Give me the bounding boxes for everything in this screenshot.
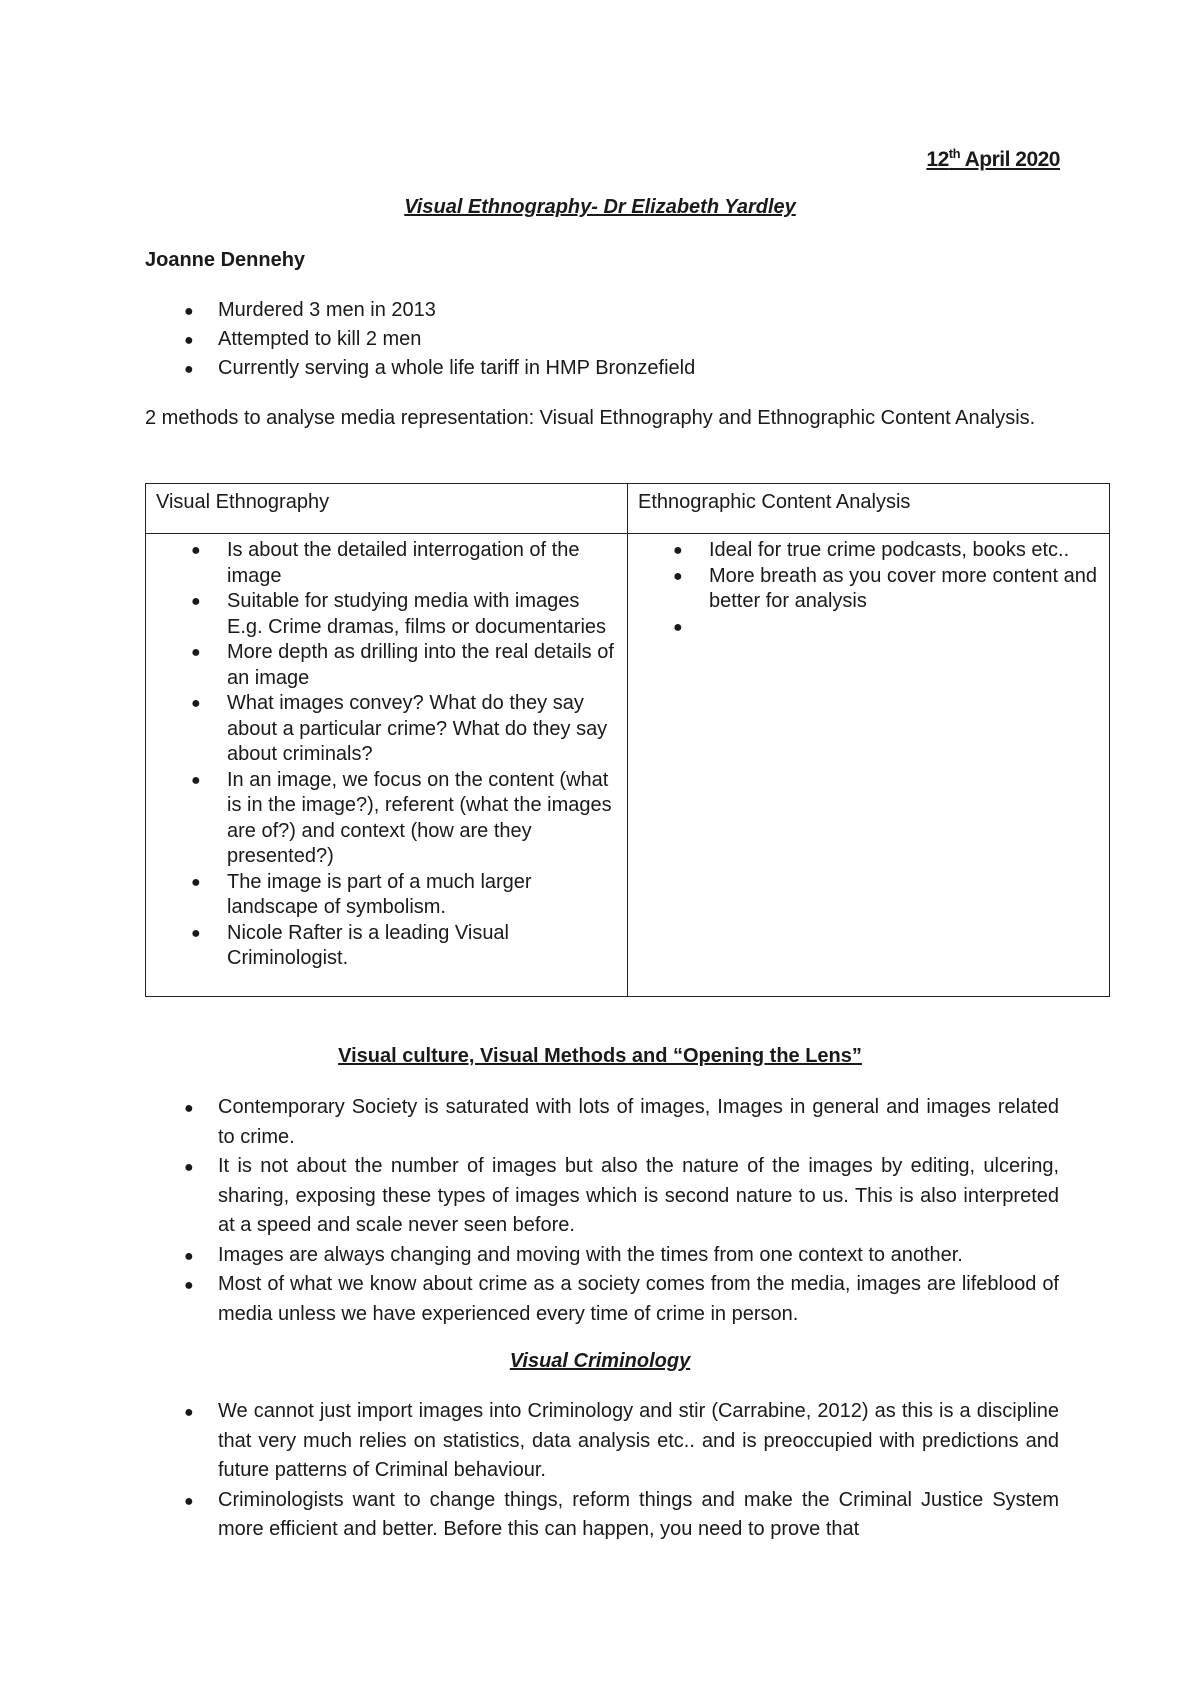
list-item: ● Suitable for studying media with images E.g. Crime dramas, films or documentaries: [191, 590, 607, 638]
bullet-icon: ●: [184, 1492, 194, 1510]
visual-culture-list: [184, 1093, 1059, 1329]
bullet-icon: ●: [184, 1277, 194, 1294]
section-heading-visual-criminology: Visual Criminology: [509, 1350, 691, 1372]
list-item: ● Is about the detailed interrogation of the image: [191, 539, 580, 587]
list-item: [673, 615, 1099, 641]
list-item: ● We cannot just import images into Criminology and stir (Carrabine, 2012) as this is a discipline that very much relies on statistics, data analysis etc.. and is preoccupied with predictions and future patterns of Criminal behaviour.: [184, 1400, 1059, 1481]
list-item: ● Images are always changing and moving with the times from one context to another.: [184, 1241, 1059, 1271]
bullet-icon: ●: [184, 1404, 194, 1421]
date-month-year: April 2020: [960, 148, 1060, 171]
list-item: ● In an image, we focus on the content (what is in the image?), referent (what the images are of?) and context (how are they presented?): [191, 768, 612, 867]
list-item: ● Ideal for true crime podcasts, books etc..: [673, 538, 1099, 564]
section-heading-visual-culture: Visual culture, Visual Methods and “Opening the Lens”: [338, 1045, 862, 1067]
table-row: [146, 534, 1110, 997]
list-item: ● Criminologists want to change things, reform things and make the Criminal Justice System more efficient and better. Before this can happen, you need to prove that: [184, 1488, 1059, 1540]
list-item: ● Most of what we know about crime as a society comes from the media, images are lifeblood of media unless we have experienced every time of crime in person.: [184, 1273, 1059, 1325]
bullet-icon: ●: [191, 873, 201, 891]
content-analysis-list: [673, 538, 1099, 640]
visual-ethnography-list: [191, 538, 617, 972]
bullet-icon: ●: [673, 567, 683, 585]
list-item: ● What images convey? What do they say about a particular crime? What do they say about criminals?: [191, 692, 608, 765]
facts-list: [184, 296, 1084, 383]
bullet-icon: ●: [191, 542, 201, 559]
cell-visual-ethnography: [146, 534, 628, 997]
cell-content-analysis: [628, 534, 1110, 997]
list-item: ● Contemporary Society is saturated with lots of images, Images in general and images related to crime.: [184, 1096, 1059, 1148]
document-date: [926, 146, 1060, 172]
bullet-icon: ●: [191, 771, 201, 789]
list-item: ● Currently serving a whole life tariff in HMP Bronzefield: [184, 354, 1084, 383]
date-suffix: th: [948, 146, 961, 161]
visual-criminology-list: [184, 1397, 1059, 1545]
list-item: ● More breath as you cover more content and better for analysis: [673, 564, 1097, 612]
list-item: ● It is not about the number of images but also the nature of the images by editing, ulcering, sharing, exposing these types of images which is second nature to us. This is also interpreted at a speed and scale never seen before.: [184, 1155, 1059, 1236]
list-item: ● The image is part of a much larger landscape of symbolism.: [191, 870, 532, 918]
list-item: ● Murdered 3 men in 2013: [184, 296, 1084, 325]
table-header-row: [146, 484, 1110, 534]
list-item: ● Attempted to kill 2 men: [184, 325, 1084, 354]
bullet-icon: ●: [673, 542, 683, 559]
bullet-icon: ●: [184, 1247, 194, 1265]
list-item: ● Nicole Rafter is a leading Visual Criminologist.: [191, 921, 510, 969]
header-visual-ethnography: Visual Ethnography: [146, 484, 628, 534]
bullet-icon: ●: [184, 361, 194, 378]
bullet-icon: ●: [673, 618, 683, 636]
subject-name: Joanne Dennehy: [145, 249, 306, 271]
header-content-analysis: Ethnographic Content Analysis: [628, 484, 1110, 534]
bullet-icon: ●: [191, 644, 201, 661]
bullet-icon: ●: [191, 924, 201, 942]
bullet-icon: ●: [184, 1159, 194, 1176]
bullet-icon: ●: [184, 332, 194, 349]
bullet-icon: ●: [184, 303, 194, 320]
list-item: ● More depth as drilling into the real details of an image: [191, 641, 614, 689]
comparison-table: [145, 483, 1110, 997]
date-day: 12: [926, 148, 949, 171]
bullet-icon: ●: [191, 593, 201, 610]
bullet-icon: ●: [184, 1100, 194, 1117]
intro-paragraph: 2 methods to analyse media representation: Visual Ethnography and Ethnographic Content Analysis.: [145, 407, 1036, 429]
document-title: Visual Ethnography- Dr Elizabeth Yardley: [404, 196, 796, 218]
bullet-icon: ●: [191, 695, 201, 712]
